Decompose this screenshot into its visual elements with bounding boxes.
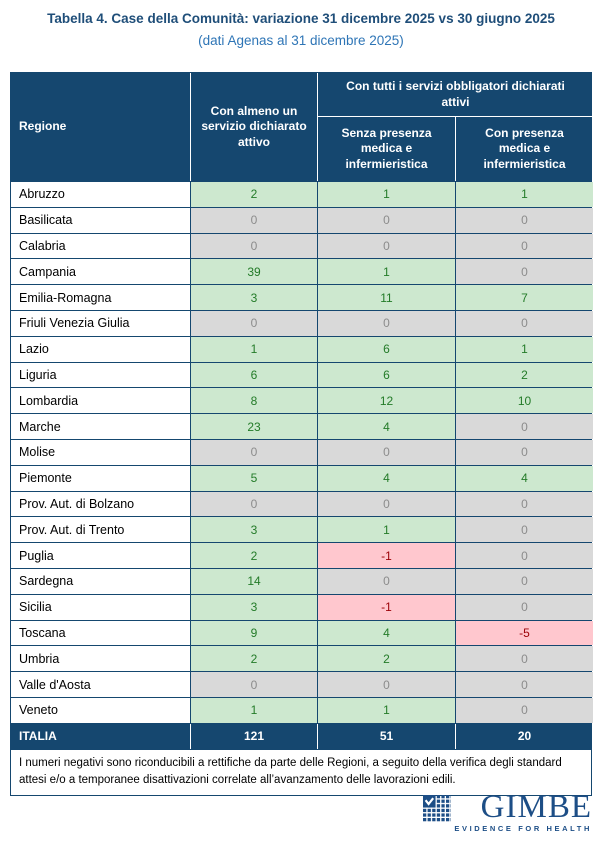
value-cell: 0 [318,440,456,465]
value-cell: 1 [456,182,593,207]
total-value-cell: 51 [318,724,456,749]
value-cell: 0 [456,440,593,465]
header-senza-presenza: Senza presenza medica e infermieristica [318,117,456,181]
value-cell: 0 [456,311,593,336]
table-row [11,646,591,672]
data-table [10,72,592,796]
region-name: Lazio [11,337,191,362]
value-cell: 4 [318,466,456,491]
header-almeno-un-servizio: Con almeno un servizio dichiarato attivo [191,73,318,181]
value-cell: 0 [318,208,456,233]
gimbe-logo [423,789,592,833]
region-name: Lombardia [11,388,191,413]
value-cell: 2 [456,363,593,388]
gimbe-wordmark: GIMBE [480,789,592,825]
value-cell: 6 [318,363,456,388]
value-cell: 0 [456,672,593,697]
region-name: Valle d'Aosta [11,672,191,697]
value-cell: 1 [318,259,456,284]
table-row [11,543,591,569]
header-group-label: Con tutti i servizi obbligatori dichiarati attivi [318,73,593,117]
region-name: Friuli Venezia Giulia [11,311,191,336]
value-cell: 0 [191,440,318,465]
table-row [11,517,591,543]
region-name: Prov. Aut. di Bolzano [11,492,191,517]
value-cell: 1 [191,337,318,362]
table-row [11,492,591,518]
value-cell: 0 [456,569,593,594]
table-row [11,311,591,337]
region-name: Toscana [11,621,191,646]
region-name: Piemonte [11,466,191,491]
table-row [11,440,591,466]
gimbe-tagline: EVIDENCE FOR HEALTH [454,824,592,833]
value-cell: 1 [456,337,593,362]
header-group-servizi-obbligatori [318,73,593,181]
total-value-cell: 121 [191,724,318,749]
value-cell: 4 [456,466,593,491]
value-cell: 0 [456,698,593,723]
value-cell: 1 [191,698,318,723]
region-name: Marche [11,414,191,439]
value-cell: 0 [318,234,456,259]
value-cell: 1 [318,517,456,542]
table-row [11,672,591,698]
value-cell: 12 [318,388,456,413]
value-cell: 0 [318,492,456,517]
table-row [11,363,591,389]
table-row [11,182,591,208]
region-name: Prov. Aut. di Trento [11,517,191,542]
region-name: Calabria [11,234,191,259]
value-cell: 0 [191,234,318,259]
value-cell: 0 [456,259,593,284]
value-cell: 11 [318,285,456,310]
total-region-label: ITALIA [11,724,191,749]
table-body [10,182,592,724]
table-row [11,569,591,595]
page-subtitle: (dati Agenas al 31 dicembre 2025) [198,33,404,48]
value-cell: 0 [318,311,456,336]
value-cell: 3 [191,285,318,310]
value-cell: 0 [318,569,456,594]
value-cell: 6 [191,363,318,388]
header-regione: Regione [11,73,191,181]
region-name: Emilia-Romagna [11,285,191,310]
value-cell: 14 [191,569,318,594]
table-row [11,414,591,440]
value-cell: 2 [318,646,456,671]
page-title: Tabella 4. Case della Comunità: variazione 31 dicembre 2025 vs 30 giugno 2025 [47,11,555,26]
table-row [11,208,591,234]
value-cell: 0 [456,543,593,568]
region-name: Molise [11,440,191,465]
table-row [11,698,591,724]
total-value-cell: 20 [517,729,532,744]
value-cell: -1 [318,543,456,568]
value-cell: 23 [191,414,318,439]
table-row [11,388,591,414]
value-cell: -1 [318,595,456,620]
value-cell: 3 [191,517,318,542]
value-cell: 0 [456,208,593,233]
value-cell: 2 [191,646,318,671]
table-header [10,72,592,182]
value-cell: 39 [191,259,318,284]
table-total-row [10,724,592,750]
value-cell: 2 [191,182,318,207]
region-name: Basilicata [11,208,191,233]
value-cell: 0 [456,492,593,517]
region-name: Umbria [11,646,191,671]
value-cell: 5 [191,466,318,491]
gimbe-check-grid-icon [423,795,451,828]
value-cell: 0 [191,672,318,697]
region-name: Sicilia [11,595,191,620]
value-cell: 8 [191,388,318,413]
region-name: Sardegna [11,569,191,594]
footnote: I numeri negativi sono riconducibili a rettifiche da parte delle Regioni, a seguito della verifica degli standard attesi e/o a temporanee disattivazioni correlate all’avanzamento delle lavorazioni edili. [10,750,592,797]
value-cell: 4 [318,621,456,646]
value-cell: 0 [456,414,593,439]
value-cell: 0 [456,517,593,542]
header-con-presenza: Con presenza medica e infermieristica [483,125,566,171]
region-name: Veneto [11,698,191,723]
value-cell: 1 [318,698,456,723]
header-subcolumns [318,117,593,181]
table-row [11,337,591,363]
value-cell: 6 [318,337,456,362]
region-name: Puglia [11,543,191,568]
value-cell: 0 [456,646,593,671]
value-cell: 2 [191,543,318,568]
value-cell: 0 [456,595,593,620]
value-cell: -5 [456,621,593,646]
region-name: Liguria [11,363,191,388]
table-row [11,259,591,285]
table-row [11,285,591,311]
value-cell: 1 [318,182,456,207]
value-cell: 0 [191,311,318,336]
table-row [11,234,591,260]
value-cell: 4 [318,414,456,439]
value-cell: 3 [191,595,318,620]
value-cell: 9 [191,621,318,646]
table-row [11,595,591,621]
table-row [11,621,591,647]
region-name: Campania [11,259,191,284]
value-cell: 7 [456,285,593,310]
value-cell: 0 [191,492,318,517]
value-cell: 0 [318,672,456,697]
value-cell: 10 [456,388,593,413]
table-row [11,466,591,492]
value-cell: 0 [191,208,318,233]
value-cell: 0 [456,234,593,259]
region-name: Abruzzo [11,182,191,207]
